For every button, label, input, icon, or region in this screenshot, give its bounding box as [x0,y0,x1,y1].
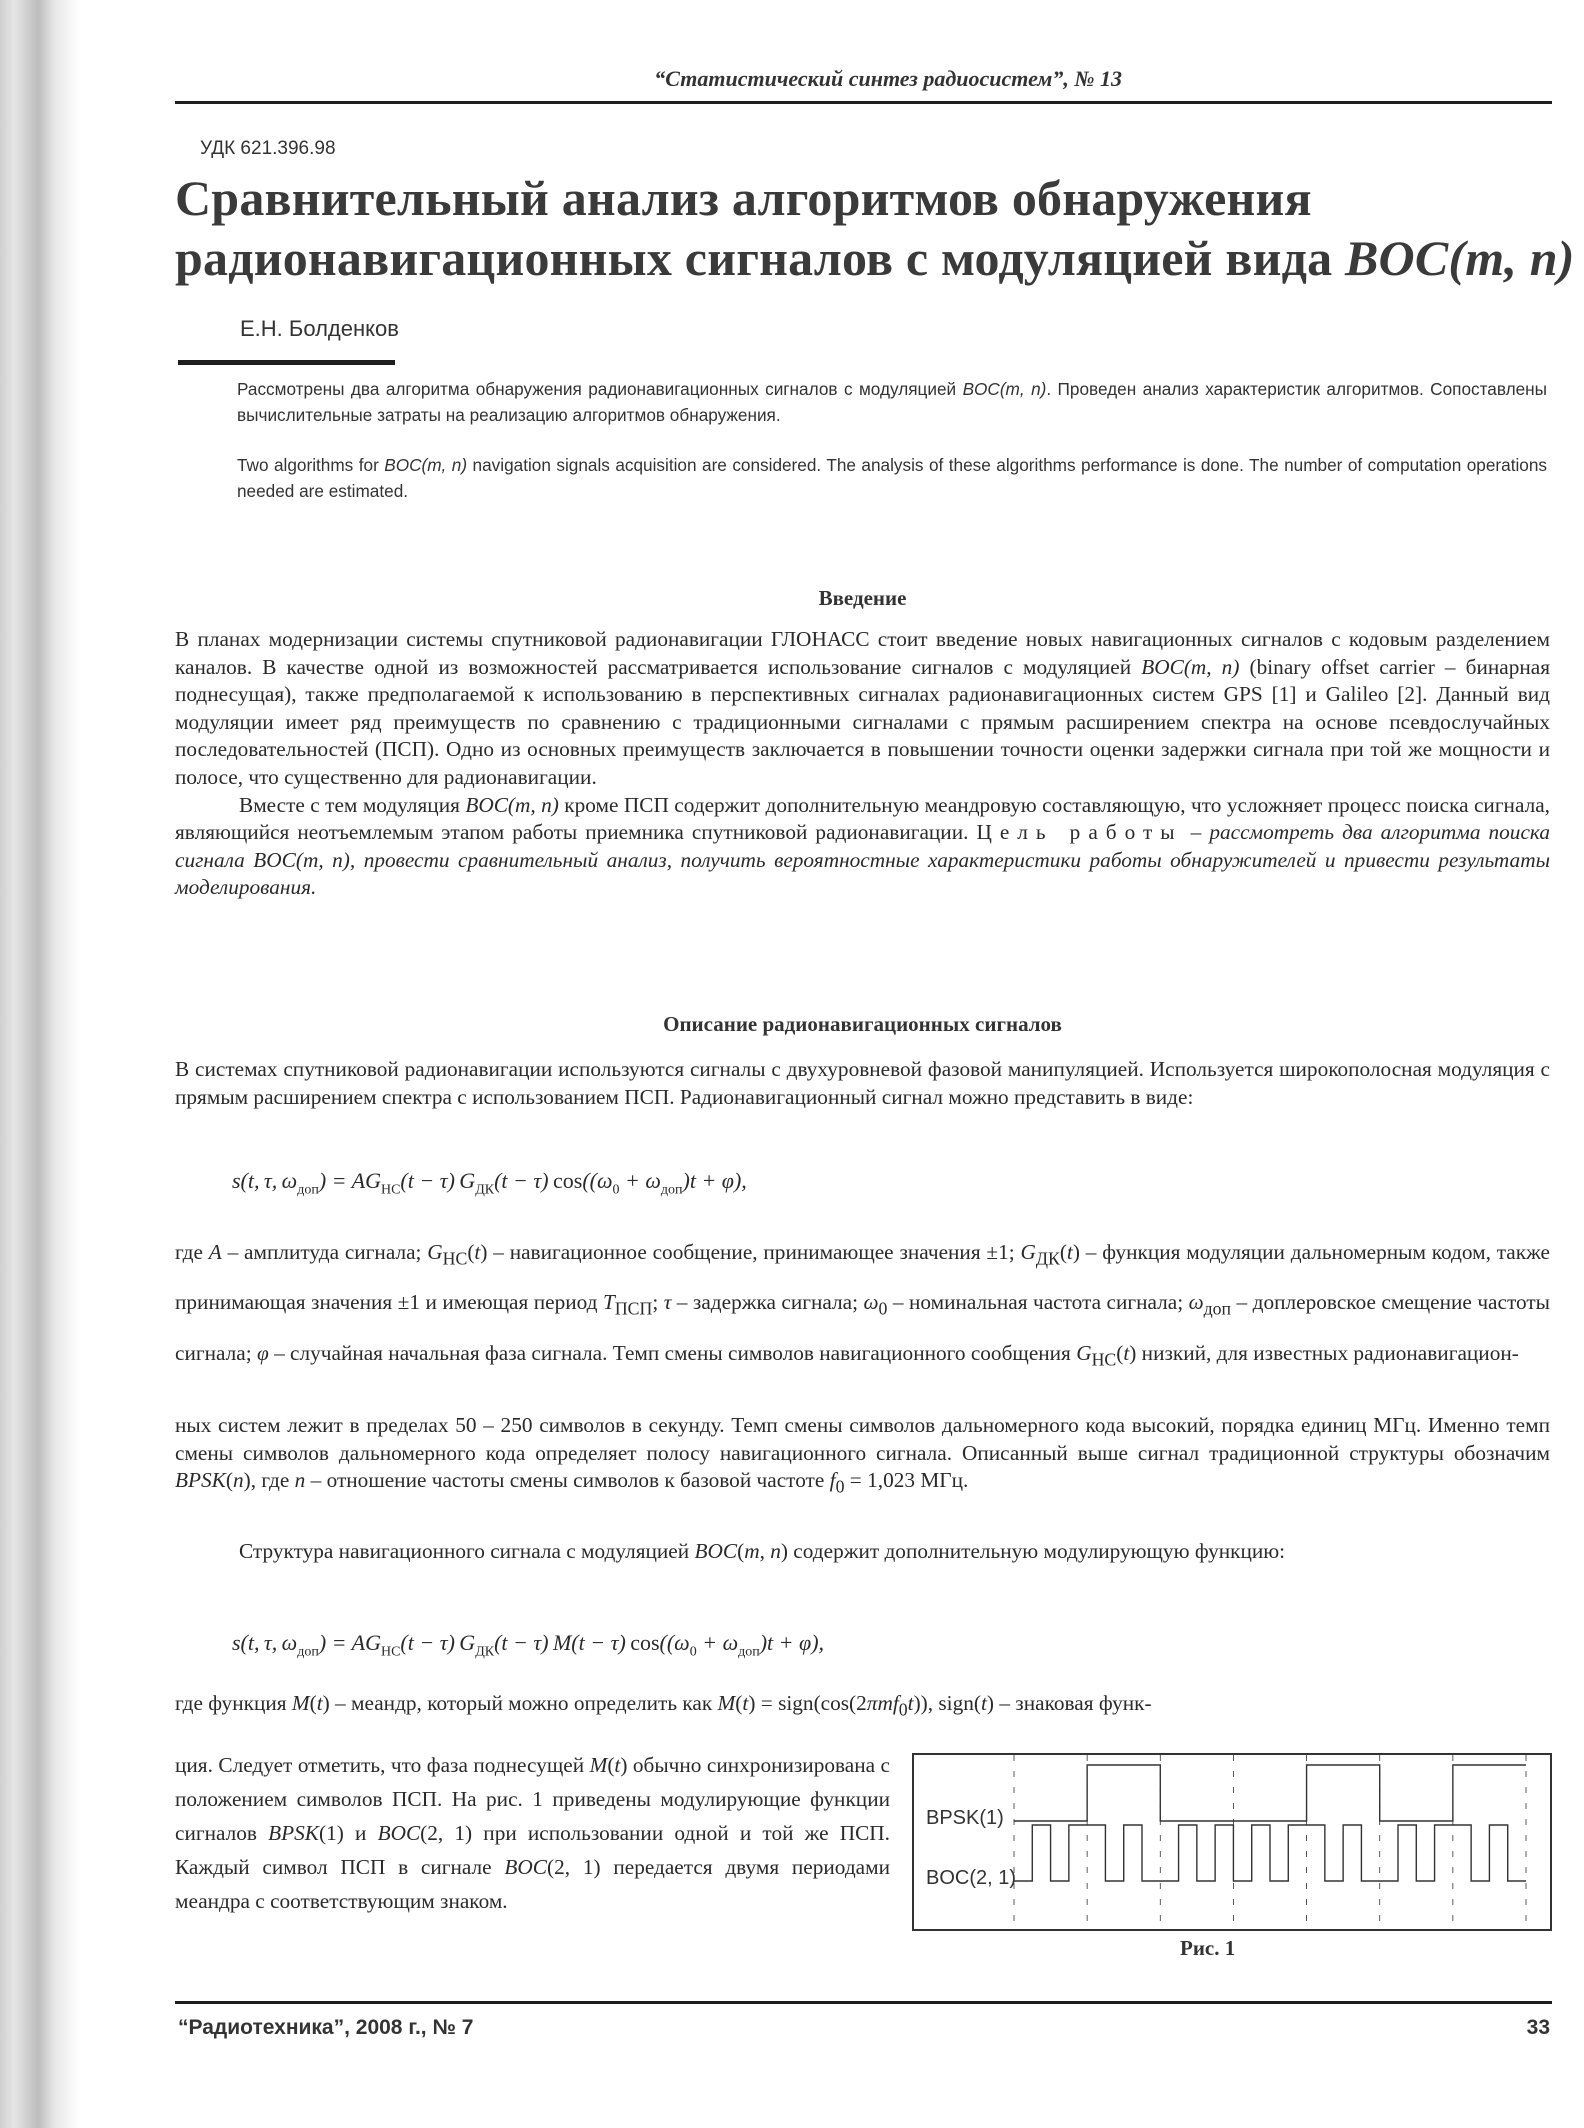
footer-journal: “Радиотехника”, 2008 г., № 7 [178,2016,474,2039]
figure-side-text: ция. Следует отметить, что фаза поднесущей M(t) обычно синхронизирована с положением символов ПСП. На рис. 1 приведены модулирующие функции сигналов BPSK(1) и BOC(2, 1) при использовании одной и той же ПСП. Каждый символ ПСП в сигнале BOC(2, 1) передается двумя периодами меандра с соответствующим знаком. [175,1753,890,1913]
formula-2: s(t, τ, $\omega_{доп}) = AG_{НС}(t - \tau)$ $G_{ДК}(t - \tau) M(t - \tau) \cos((\omega_0 + \omega_{доп})t + \varphi)$, [232,1630,825,1660]
footer-rule [175,2001,1552,2004]
legend-bpsk: BPSK(1) [926,1807,1004,1829]
author: Е.Н. Болденков [240,316,399,341]
title-line-2-text: радионавигационных сигналов с модуляцией вида [175,230,1345,286]
section-heading-signals: Описание радионавигационных сигналов [663,1012,1062,1036]
abstract-en: Two algorithms for BOC(m, n) navigation signals acquisition are considered. The analysis of these algorithms performance is done. The number of computation operations needed are estimated. [237,455,1548,501]
running-head: “Статистический синтез радиосистем”, № 13 [654,66,1122,91]
scan-shadow [0,0,80,2128]
udk-code: УДК 621.396.98 [200,138,336,159]
abstract-ru: Рассмотрены два алгоритма обнаружения радионавигационных сигналов с модуляцией BOC(m, n). Проведен анализ характеристик алгоритмов. Сопоставлены вычислительные затраты на реализацию алгоритмов обнаружения. [237,379,1548,425]
goal-label: Цель работы [976,820,1183,845]
definitions-2: где функция M(t) – меандр, который можно определить как M(t) = sign(cos(2πmf$_0$t)), sign(t) – знаковая функ- [175,1691,1152,1720]
header-rule [175,101,1552,104]
boc-waveform [1014,1825,1526,1881]
waveform-plot [914,1755,1550,1929]
page-number: 33 [1526,2016,1550,2039]
signals-paragraph-continued: ных систем лежит в пределах 50 – 250 символов в секунду. Темп смены символов дальномерного кода высокий, порядка единиц МГц. Именно темп смены символов дальномерного кода определяет полосу навигационного сигнала. Описанный выше сигнал традиционной структуры обозначим BPSK(n), где n – отношение частоты смены символов к базовой частоте $f_0 = 1,023$ МГц. [175,1413,1550,1497]
author-rule [178,360,395,365]
signals-paragraph-1: В системах спутниковой радионавигации используются сигналы с двухуровневой фазовой манипуляцией. Используется широкополосная модуляция с прямым расширением спектра с использованием ПСП. Радионавигационный сигнал можно представить в виде: [175,1057,1550,1109]
formula-1: s(t, τ, $\omega_{доп}) = AG_{НС}(t - \tau)$ $G_{ДК}(t - \tau) \cos((\omega_0 + \omega_{доп})t + \varphi)$, [232,1168,747,1198]
intro-paragraph-1: В планах модернизации системы спутниковой радионавигации ГЛОНАСС стоит введение новых навигационных сигналов с кодовым разделением каналов. В качестве одной из возможностей рассматривается использование сигналов с модуляцией BOC(m, n) (binary offset carrier – бинарная поднесущая), также предполагаемой к использованию в перспективных сигналах радионавигационных систем GPS [1] и Galileo [2]. Данный вид модуляции имеет ряд преимуществ по сравнению с традиционными сигналами с прямым расширением спектра на основе псевдослучайных последовательностей (ПСП). Одно из основных преимуществ заключается в повышении точности оценки задержки сигнала при той же мощности и полосе, что существенно для радионавигации. [175,627,1550,789]
signals-paragraph-2: Структура навигационного сигнала с модуляцией BOC(m, n) содержит дополнительную модулирующую функцию: [239,1539,1286,1563]
article-title [175,168,1575,288]
intro-paragraph-2: Вместе с тем модуляция BOC(m, n) кроме ПСП содержит дополнительную меандровую составляющую, что усложняет процесс поиска сигнала, являющийся неотъемлемым этапом работы приемника спутниковой радионавигации. Цель работы – рассмотреть два алгоритма поиска сигнала BOC(m, n), провести сравнительный анализ, получить вероятностные характеристики работы обнаружителей и привести результаты моделирования. [175,792,1550,900]
figure-caption: Рис. 1 [1180,1936,1236,1960]
title-boc-italic: BOC(m, n) [1345,230,1575,286]
legend-boc: BOC(2, 1) [926,1867,1017,1889]
bpsk-waveform [1014,1765,1526,1821]
figure-1 [912,1753,1552,1931]
definitions-1: где A – амплитуда сигнала; $G_{НС}(t)$ – навигационное сообщение, принимающее значения ±1; $G_{ДК}(t)$ – функция модуляции дальномерным кодом, также принимающая значения ±1 и имеющая период $T_{ПСП}$; τ – задержка сигнала; $\omega_0$ – номинальная частота сигнала; $\omega_{доп}$ – доплеровское смещение частоты сигнала; φ – случайная начальная фаза сигнала. Темп смены символов навигационного сообщения $G_{НС}(t)$ низкий, для известных радионавигацион- [175,1240,1550,1369]
section-heading-intro: Введение [818,586,907,610]
intro-body [175,626,1550,902]
title-line-1: Сравнительный анализ алгоритмов обнаружения [175,170,1312,226]
title-line-2 [175,228,1575,288]
